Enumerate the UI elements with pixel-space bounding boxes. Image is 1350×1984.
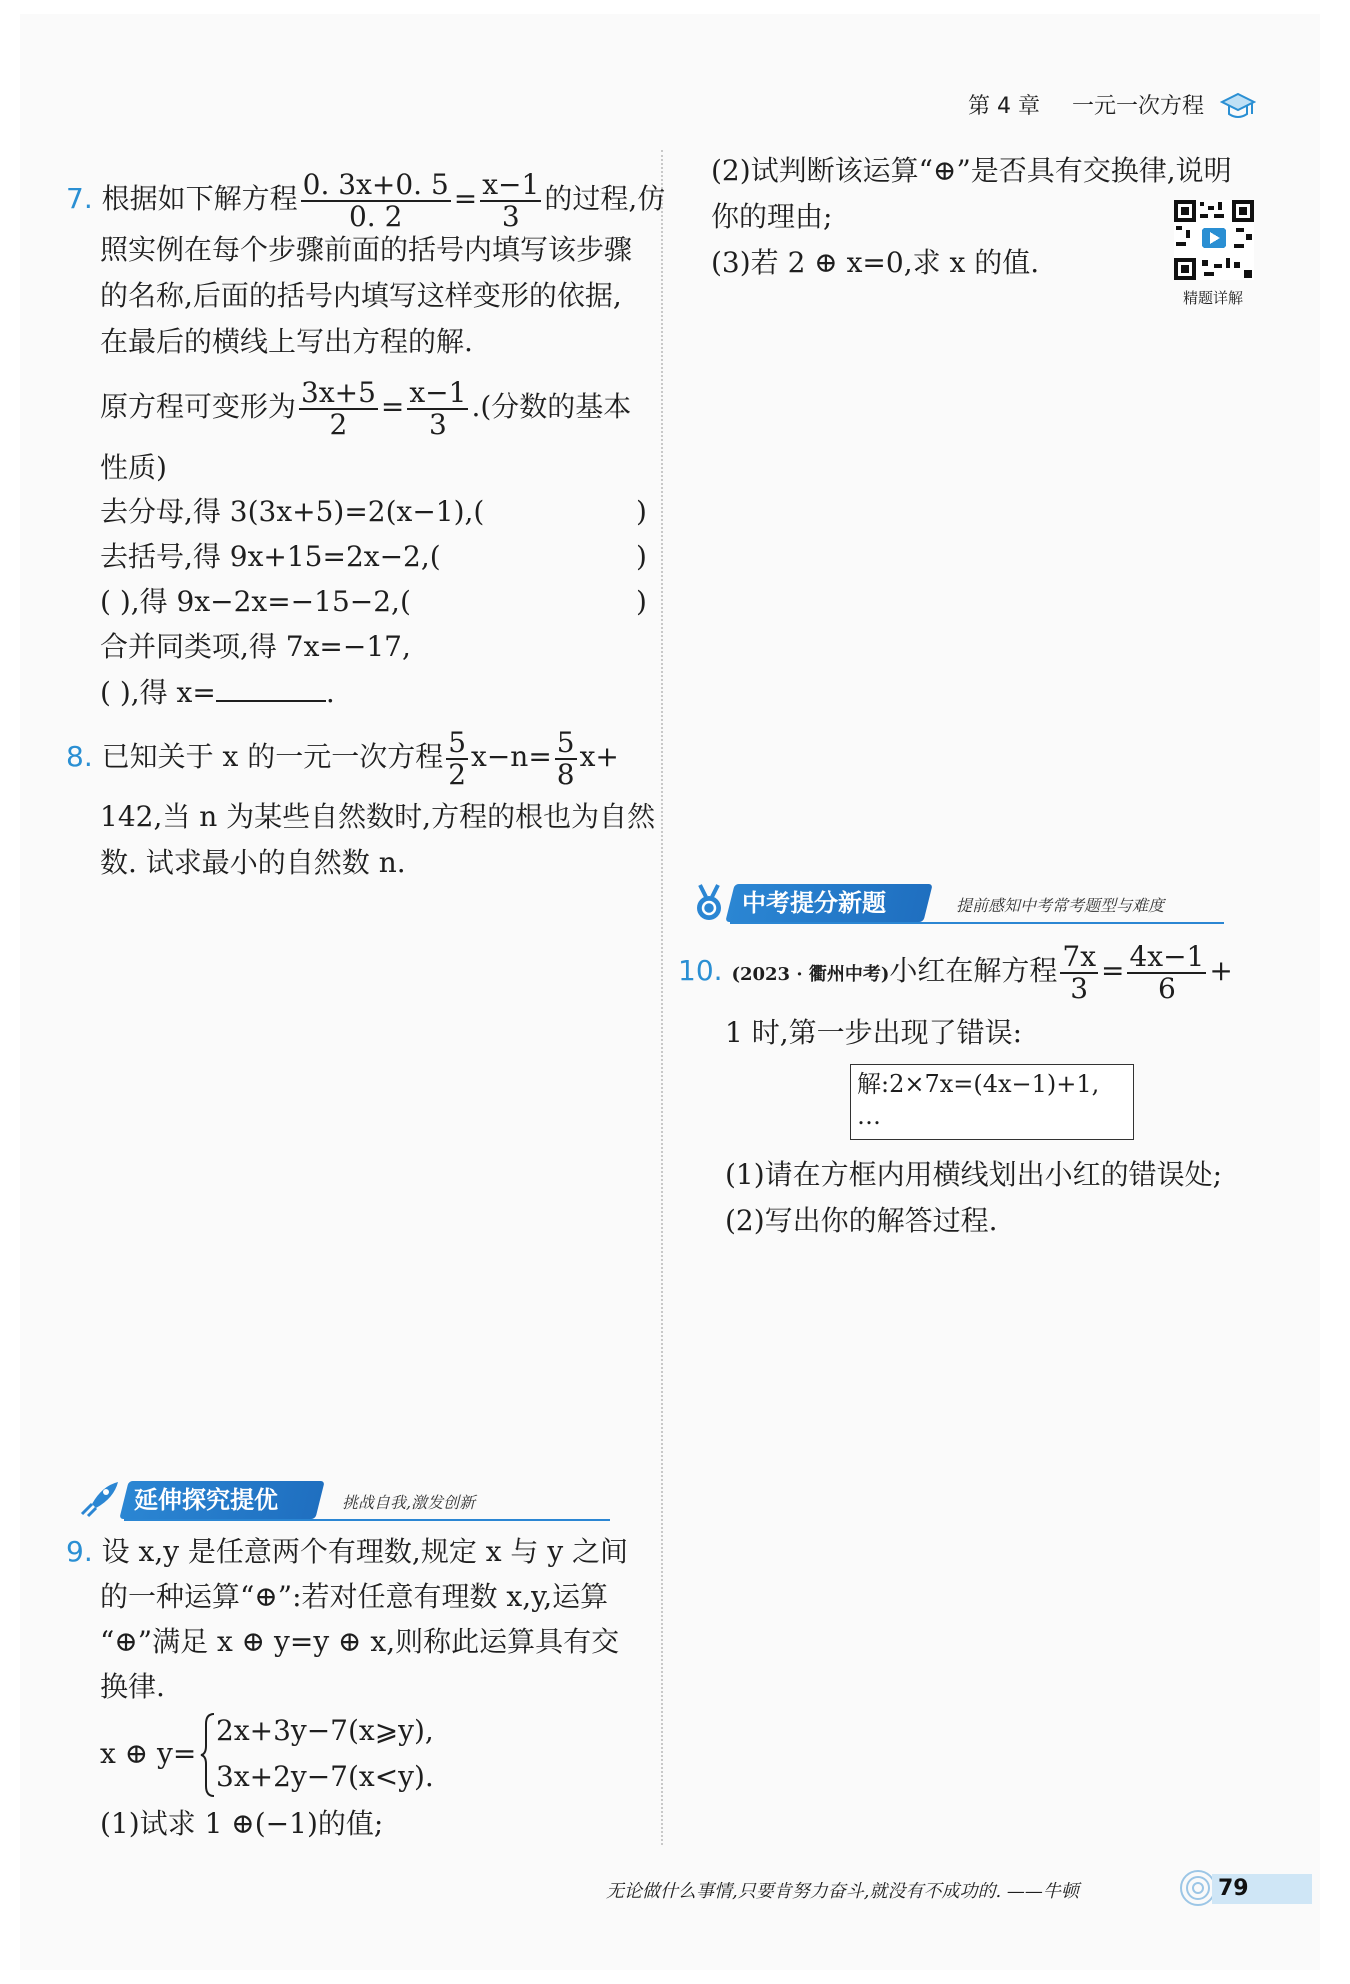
- q9-case1: 2x+3y−7(x⩾y),: [216, 1714, 434, 1747]
- column-divider: [661, 150, 663, 1845]
- section-extend-rule: [124, 1519, 610, 1521]
- q7-step3: 去括号,得 9x+15=2x−2,(: [100, 540, 441, 573]
- q7-equals: =: [453, 182, 478, 215]
- q7-step1-equals: =: [380, 390, 405, 423]
- q8-line1-c: x+: [579, 740, 619, 773]
- q7-step6: [100, 676, 335, 710]
- q9-number: 9.: [66, 1535, 93, 1568]
- q7-line1: [66, 168, 665, 232]
- q7-fraction-lhs: [301, 167, 451, 233]
- q10-f2-num: 4x−1: [1129, 939, 1205, 973]
- q10-f1-den: 3: [1070, 971, 1089, 1005]
- q7-step2: 去分母,得 3(3x+5)=2(x−1),(: [100, 495, 485, 528]
- q10-number: 10.: [678, 954, 723, 987]
- q10-f2-den: 6: [1158, 971, 1176, 1005]
- q8-fraction-2: [555, 725, 577, 791]
- q7-step4-close: ): [636, 585, 647, 618]
- q10-f1-num: 7x: [1062, 939, 1096, 973]
- q7-step1-continued: 性质): [100, 451, 167, 484]
- q10-fraction-1: [1060, 939, 1098, 1005]
- q7-step1: [100, 376, 631, 440]
- q9-brace: [200, 1712, 216, 1798]
- q8-line2: 142,当 n 为某些自然数时,方程的根也为自然: [100, 800, 656, 833]
- q10-source: (2023 · 衢州中考): [731, 964, 890, 985]
- qr-caption: 精题详解: [1183, 289, 1244, 307]
- q9-line4: 换律.: [100, 1670, 165, 1703]
- section-extend-subtitle: 挑战自我,激发创新: [342, 1493, 476, 1512]
- q7-step5: 合并同类项,得 7x=−17,: [100, 630, 411, 663]
- q9-part1: (1)试求 1 ⊕(−1)的值;: [100, 1807, 384, 1840]
- q8-line1: [66, 726, 619, 790]
- q7-step2-close: ): [636, 495, 647, 528]
- q7-number: 7.: [66, 182, 93, 215]
- q7-rhs-denominator: 3: [501, 199, 520, 233]
- section-exam-subtitle: 提前感知中考常考题型与难度: [956, 896, 1165, 915]
- q7-intro-a: 根据如下解方程: [101, 182, 298, 215]
- q10-box-line1: 解:2×7x=(4x−1)+1,: [857, 1070, 1100, 1098]
- medal-icon: [692, 883, 726, 923]
- q7-rhs-numerator: x−1: [482, 167, 540, 201]
- q7-step1-fraction-1: [299, 375, 378, 441]
- q7-line4: 在最后的横线上写出方程的解.: [100, 325, 473, 358]
- q9-part2-line2: 你的理由;: [711, 200, 833, 233]
- q9-part2-line1: (2)试判断该运算“⊕”是否具有交换律,说明: [711, 154, 1232, 187]
- q10-line2: 1 时,第一步出现了错误:: [725, 1016, 1023, 1049]
- q7-fraction-rhs: [480, 167, 541, 233]
- q10-box-line2: …: [857, 1102, 881, 1130]
- footer-quote: 无论做什么事情,只要肯努力奋斗,就没有不成功的. ——牛顿: [606, 1881, 1079, 1902]
- q9-case2: 3x+2y−7(x<y).: [216, 1760, 434, 1793]
- q10-fraction-2: [1127, 939, 1206, 1005]
- q9-line2: 的一种运算“⊕”:若对任意有理数 x,y,运算: [100, 1580, 609, 1613]
- q9-part3: (3)若 2 ⊕ x=0,求 x 的值.: [711, 246, 1040, 279]
- q8-fraction-1: [446, 725, 468, 791]
- q7-line3: 的名称,后面的括号内填写这样变形的依据,: [100, 279, 622, 312]
- chapter-title: 一元一次方程: [1071, 94, 1204, 119]
- q7-lhs-denominator: 0. 2: [348, 199, 403, 233]
- section-exam-rule: [730, 922, 1224, 924]
- q7-step6-prefix: ( ),得 x=: [100, 676, 216, 709]
- q7-step1-suffix: .(分数的基本: [471, 390, 632, 423]
- section-extend-title: 延伸探究提优: [119, 1481, 324, 1519]
- q7-step1-prefix: 原方程可变形为: [100, 390, 297, 423]
- q9-line1: [66, 1535, 628, 1569]
- q7-step3-close: ): [636, 540, 647, 573]
- q9-definition-lhs: x ⊕ y=: [100, 1737, 197, 1770]
- q10-equals: =: [1101, 954, 1125, 987]
- q8-line1-b: x−n=: [471, 740, 552, 773]
- q7-step4: ( ),得 9x−2x=−15−2,(: [100, 585, 411, 618]
- q7-intro-b: 的过程,仿: [544, 182, 666, 215]
- qr-code[interactable]: [1174, 200, 1254, 280]
- q8-f1-num: 5: [448, 725, 467, 759]
- chapter-number: 第 4 章: [968, 94, 1040, 119]
- page-number: 79: [1218, 1876, 1249, 1901]
- q10-part2: (2)写出你的解答过程.: [725, 1204, 998, 1237]
- q7-step1-fraction-2: [407, 375, 468, 441]
- q10-part1: (1)请在方框内用横线划出小红的错误处;: [725, 1158, 1223, 1191]
- section-exam-title: 中考提分新题: [725, 884, 932, 922]
- q7-step1-num2: x−1: [409, 375, 467, 409]
- q9-line1-text: 设 x,y 是任意两个有理数,规定 x 与 y 之间: [101, 1535, 629, 1568]
- q7-step1-den2: 3: [429, 407, 447, 441]
- q8-line3: 数. 试求最小的自然数 n.: [100, 846, 406, 879]
- q7-answer-blank[interactable]: [216, 676, 326, 702]
- q10-line1: [678, 940, 1233, 1006]
- q7-lhs-numerator: 0. 3x+0. 5: [302, 167, 449, 201]
- chapter-header: [968, 92, 1204, 122]
- q10-line1-a: 小红在解方程: [889, 954, 1058, 987]
- q7-step1-den1: 2: [329, 407, 348, 441]
- q8-f2-num: 5: [556, 725, 575, 759]
- q8-f2-den: 8: [556, 757, 575, 791]
- q8-f1-den: 2: [448, 757, 467, 791]
- rocket-icon: [76, 1480, 120, 1520]
- q10-solution-box[interactable]: [850, 1064, 1134, 1140]
- q7-step1-num1: 3x+5: [301, 375, 376, 409]
- graduation-cap-icon: [1220, 90, 1256, 124]
- q9-line3: “⊕”满足 x ⊕ y=y ⊕ x,则称此运算具有交: [100, 1625, 620, 1658]
- q8-line1-a: 已知关于 x 的一元一次方程: [101, 740, 444, 773]
- q7-step6-suffix: .: [325, 676, 335, 709]
- q8-number: 8.: [66, 740, 93, 773]
- q7-line2: 照实例在每个步骤前面的括号内填写该步骤: [100, 233, 633, 266]
- q10-plus: +: [1209, 954, 1233, 987]
